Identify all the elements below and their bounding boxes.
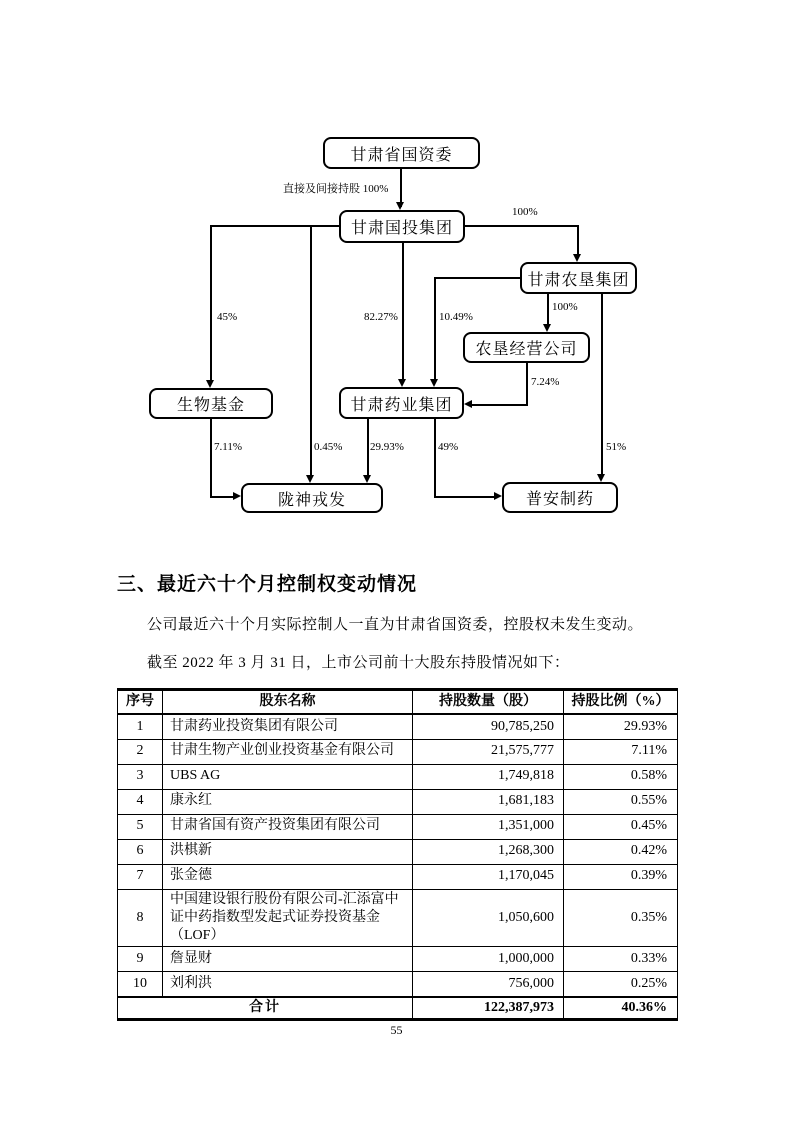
arrowhead-down xyxy=(206,380,214,388)
cell-shareholder-name: 甘肃生物产业创业投资基金有限公司 xyxy=(163,739,413,764)
cell-shareholder-name: 刘利洪 xyxy=(163,972,413,997)
col-header-name: 股东名称 xyxy=(163,689,413,714)
cell-index: 7 xyxy=(118,864,163,889)
table-row xyxy=(118,814,678,839)
arrowhead-down xyxy=(306,475,314,483)
edge-label-guotou-yaoye: 82.27% xyxy=(364,311,398,323)
arrowhead-right xyxy=(233,492,241,500)
arrowhead-right xyxy=(494,492,502,500)
cell-index: 2 xyxy=(118,739,163,764)
edge-label-guotou-nongken: 100% xyxy=(512,206,538,218)
connector-line xyxy=(526,363,528,406)
cell-shareholder-name: 张金德 xyxy=(163,864,413,889)
table-row xyxy=(118,947,678,972)
cell-quantity: 1,170,045 xyxy=(413,864,564,889)
table-row xyxy=(118,789,678,814)
arrowhead-left xyxy=(464,400,472,408)
cell-shareholder-name: UBS AG xyxy=(163,764,413,789)
connector-line xyxy=(435,277,520,279)
cell-shareholder-name: 中国建设银行股份有限公司-汇添富中证中药指数型发起式证券投资基金（LOF） xyxy=(163,889,413,947)
table-row xyxy=(118,864,678,889)
connector-line xyxy=(210,419,212,498)
arrowhead-down xyxy=(597,474,605,482)
node-longshen: 陇神戎发 xyxy=(241,483,383,513)
cell-ratio: 0.25% xyxy=(564,972,678,997)
cell-shareholder-name: 康永红 xyxy=(163,789,413,814)
connector-line xyxy=(310,225,312,478)
cell-quantity: 1,681,183 xyxy=(413,789,564,814)
total-quantity: 122,387,973 xyxy=(413,997,564,1020)
cell-shareholder-name: 甘肃省国有资产投资集团有限公司 xyxy=(163,814,413,839)
cell-ratio: 0.42% xyxy=(564,839,678,864)
connector-line xyxy=(210,225,212,383)
cell-index: 4 xyxy=(118,789,163,814)
cell-ratio: 0.39% xyxy=(564,864,678,889)
cell-ratio: 0.58% xyxy=(564,764,678,789)
cell-ratio: 29.93% xyxy=(564,714,678,739)
cell-index: 8 xyxy=(118,889,163,947)
arrowhead-down xyxy=(396,202,404,210)
table-row xyxy=(118,739,678,764)
node-guotou: 甘肃国投集团 xyxy=(339,210,465,243)
connector-line xyxy=(211,225,340,227)
page-number: 55 xyxy=(390,1023,403,1037)
cell-index: 9 xyxy=(118,947,163,972)
edge-label-yaoye-puan: 49% xyxy=(438,441,459,453)
edge-label-yaoye-longshen: 29.93% xyxy=(370,441,404,453)
connector-line xyxy=(367,419,369,478)
col-header-ratio: 持股比例（%） xyxy=(564,689,678,714)
node-yaoye: 甘肃药业集团 xyxy=(339,387,464,419)
table-row xyxy=(118,714,678,739)
cell-index: 10 xyxy=(118,972,163,997)
edge-label-nongken-yaoye: 10.49% xyxy=(439,311,473,323)
total-ratio: 40.36% xyxy=(564,997,678,1020)
arrowhead-down xyxy=(363,475,371,483)
table-row xyxy=(118,889,678,947)
cell-shareholder-name: 詹显财 xyxy=(163,947,413,972)
arrowhead-down xyxy=(430,379,438,387)
edge-label-guotou-shengwu: 45% xyxy=(217,311,238,323)
cell-ratio: 0.55% xyxy=(564,789,678,814)
col-header-index: 序号 xyxy=(118,689,163,714)
connector-line xyxy=(434,277,436,382)
node-jingying: 农垦经营公司 xyxy=(463,332,590,363)
cell-index: 5 xyxy=(118,814,163,839)
cell-ratio: 7.11% xyxy=(564,739,678,764)
node-puan: 普安制药 xyxy=(502,482,618,513)
connector-line xyxy=(434,496,495,498)
cell-quantity: 1,000,000 xyxy=(413,947,564,972)
paragraph-control-change: 公司最近六十个月实际控制人一直为甘肃省国资委，控股权未发生变动。 xyxy=(147,617,644,633)
total-label: 合计 xyxy=(118,997,413,1020)
top-shareholders-table xyxy=(117,688,678,1022)
connector-line xyxy=(601,294,603,476)
cell-quantity: 1,050,600 xyxy=(413,889,564,947)
edge-label-jingying-yaoye: 7.24% xyxy=(531,376,560,388)
arrowhead-down xyxy=(398,379,406,387)
cell-ratio: 0.33% xyxy=(564,947,678,972)
edge-label-nongken-puan: 51% xyxy=(606,441,627,453)
connector-line xyxy=(470,404,528,406)
cell-shareholder-name: 甘肃药业投资集团有限公司 xyxy=(163,714,413,739)
shareholder-table-body xyxy=(118,714,678,997)
cell-quantity: 1,268,300 xyxy=(413,839,564,864)
table-row xyxy=(118,839,678,864)
cell-quantity: 756,000 xyxy=(413,972,564,997)
table-row xyxy=(118,764,678,789)
node-shengwu: 生物基金 xyxy=(149,388,273,419)
edge-label-shengwu-longshen: 7.11% xyxy=(214,441,243,453)
cell-index: 6 xyxy=(118,839,163,864)
connector-line xyxy=(210,496,235,498)
col-header-quantity: 持股数量（股） xyxy=(413,689,564,714)
connector-line xyxy=(434,419,436,498)
paragraph-table-intro: 截至 2022 年 3 月 31 日，上市公司前十大股东持股情况如下： xyxy=(147,654,570,671)
table-row xyxy=(118,972,678,997)
section-heading: 三、最近六十个月控制权变动情况 xyxy=(117,574,418,595)
cell-ratio: 0.45% xyxy=(564,814,678,839)
cell-shareholder-name: 洪棋新 xyxy=(163,839,413,864)
table-total-row xyxy=(118,997,678,1020)
cell-index: 1 xyxy=(118,714,163,739)
connector-line xyxy=(547,294,549,327)
arrowhead-down xyxy=(543,324,551,332)
table-header-row xyxy=(118,689,678,714)
connector-line xyxy=(577,225,579,257)
edge-label-guotou-longshen: 0.45% xyxy=(314,441,343,453)
cell-quantity: 1,749,818 xyxy=(413,764,564,789)
cell-ratio: 0.35% xyxy=(564,889,678,947)
arrowhead-down xyxy=(573,254,581,262)
edge-label-sasac-guotou: 直接及间接持股 100% xyxy=(283,183,389,195)
node-sasac: 甘肃省国资委 xyxy=(323,137,480,169)
connector-line xyxy=(465,225,578,227)
edge-label-nongken-jingying: 100% xyxy=(552,301,578,313)
connector-line xyxy=(402,243,404,382)
node-nongken: 甘肃农垦集团 xyxy=(520,262,637,294)
cell-index: 3 xyxy=(118,764,163,789)
cell-quantity: 90,785,250 xyxy=(413,714,564,739)
cell-quantity: 21,575,777 xyxy=(413,739,564,764)
section-content xyxy=(117,560,677,1021)
cell-quantity: 1,351,000 xyxy=(413,814,564,839)
